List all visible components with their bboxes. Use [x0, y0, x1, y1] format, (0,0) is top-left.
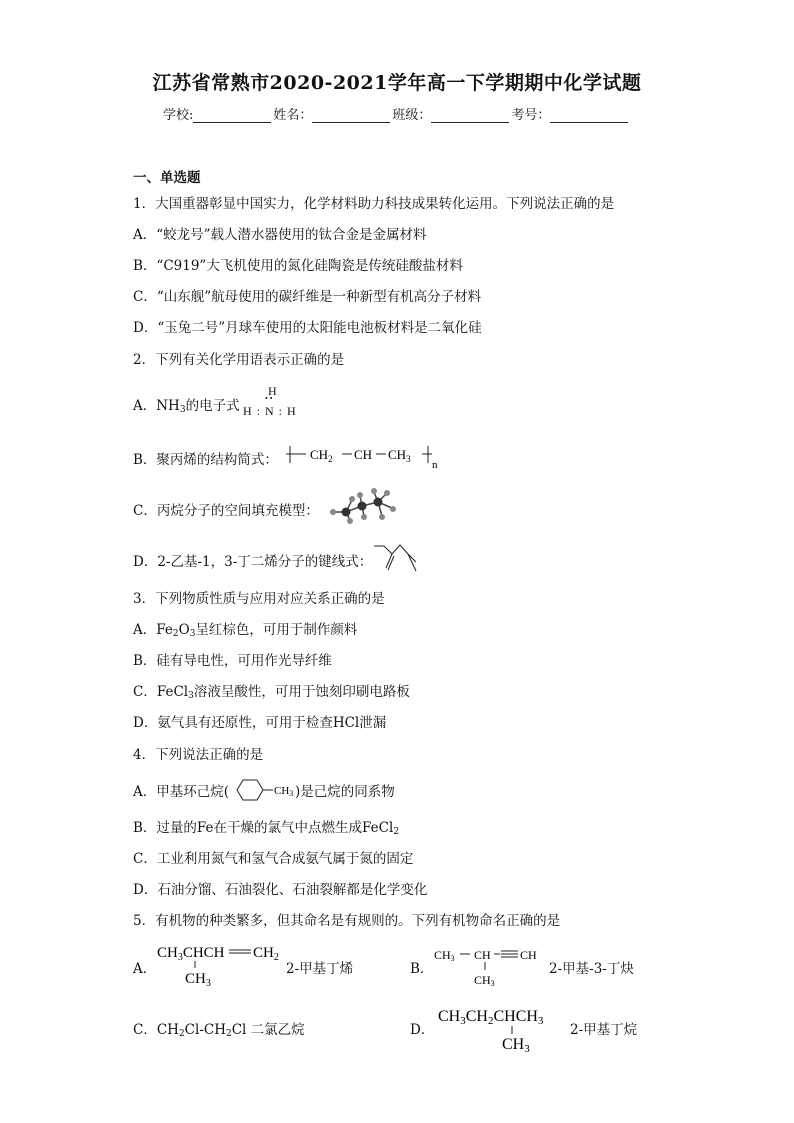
b-branch: CH3 [474, 973, 495, 988]
q4-a-text-post: )是己烷的同系物 [295, 784, 395, 800]
name-blank [312, 108, 390, 123]
q5-option-b-formula [434, 944, 552, 992]
q3-option-a [133, 618, 357, 639]
q2-option-c: C．丙烷分子的空间填充模型： [133, 503, 319, 519]
d-main-chain: CH3CH2CHCH3 [438, 1008, 544, 1027]
ethylbutadiene-skeletal-formula [372, 543, 418, 577]
school-blank [193, 108, 271, 123]
q5-option-c [133, 1018, 305, 1039]
section-heading: 一、单选题 [133, 170, 201, 186]
q1-stem: 1．大国重器彰显中国实力，化学材料助力科技成果转化运用。下列说法正确的是 [133, 196, 615, 212]
q5-c-mid: Cl-CH [184, 1022, 226, 1038]
student-info-line [163, 104, 630, 123]
q3-option-d: D．氨气具有还原性，可用于检查HCl泄漏 [133, 715, 387, 731]
page-title: 江苏省常熟市2020-2021学年高一下学期期中化学试题 [152, 72, 642, 94]
q3-c-fecl: C．FeCl [133, 684, 189, 700]
propane-model-image [326, 486, 400, 526]
q5-option-d-name: 2-甲基丁烷 [570, 1022, 638, 1038]
poly-n: n [432, 459, 438, 471]
q5-option-d-label: D． [410, 1022, 435, 1038]
polypropylene-formula [286, 443, 446, 473]
q3-option-c [133, 680, 410, 701]
q2-option-a [133, 394, 240, 415]
q2-option-b: B．聚丙烯的结构简式： [133, 452, 278, 468]
q5-option-d-formula [436, 1002, 566, 1058]
methyl-group: CH3 [274, 785, 294, 798]
q4-option-c: C．工业利用氮气和氢气合成氨气属于氮的固定 [133, 851, 414, 867]
poly-ch: CH [354, 447, 373, 462]
methylcyclohexane-structure [229, 779, 295, 799]
q5-option-a-formula [155, 941, 290, 993]
q1-option-b: B．“C919”大飞机使用的氮化硅陶瓷是传统硅酸盐材料 [133, 258, 463, 274]
q3-a-sub1: 2 [172, 629, 179, 639]
nh3-middle: H : N : H [243, 404, 297, 418]
q4-a-text: A．甲基环己烷( [133, 784, 230, 800]
school-label: 学校: [163, 108, 194, 123]
q2-a-sub: 3 [179, 405, 186, 415]
q1-option-c: C．“山东舰”航母使用的碳纤维是一种新型有机高分子材料 [133, 289, 482, 305]
poly-ch3: $CH_3$ [388, 447, 411, 464]
q3-c-text: 溶液呈酸性，可用于蚀刻印刷电路板 [193, 684, 410, 700]
q1-option-a: A．“蛟龙号”载人潜水器使用的钛合金是金属材料 [133, 227, 427, 243]
q3-a-text: 呈红棕色，可用于制作颜料 [195, 622, 358, 638]
q2-a-text: A．NH [133, 398, 180, 414]
cyclohexane-ring [229, 779, 295, 801]
q4-option-d: D．石油分馏、石油裂化、石油裂解都是化学变化 [133, 882, 428, 898]
a-main-chain: $CH_3CHCH$ [157, 945, 225, 963]
nh3-electron-formula [243, 384, 307, 420]
methylbutene-structure [155, 941, 290, 989]
q2-option-d: D．2-乙基-1，3-丁二烯分子的键线式： [133, 554, 373, 570]
q5-c-sub2: 2 [225, 1029, 232, 1039]
a-ch2: $CH_2$ [253, 945, 279, 963]
name-label: 姓名： [273, 108, 313, 123]
q3-option-b: B．硅有导电性，可用作光导纤维 [133, 653, 332, 669]
methylbutane-structure [436, 1002, 566, 1054]
q1-option-d: D．“玉兔二号”月球车使用的太阳能电池板材料是二氧化硅 [133, 320, 482, 336]
q5-option-b-name: 2-甲基-3-丁炔 [549, 961, 634, 977]
q3-a-o: O [178, 622, 190, 638]
methylbutyne-structure [434, 944, 552, 988]
a-branch: $CH_3$ [185, 971, 211, 989]
b-ch: CH [474, 948, 491, 962]
exam-no-blank [550, 108, 628, 123]
q5-option-b-label: B． [410, 961, 434, 977]
exam-no-label: 考号： [511, 108, 551, 123]
q3-c-sub: 3 [188, 691, 194, 701]
q2-a-text-post: 的电子式 [185, 398, 240, 414]
b-ch3: CH3 [434, 948, 455, 963]
q5-option-a-label: A． [133, 961, 157, 977]
q2-stem: 2．下列有关化学用语表示正确的是 [133, 352, 345, 368]
q5-c-post: Cl 二氯乙烷 [231, 1022, 305, 1038]
q5-stem: 5．有机物的种类繁多，但其命名是有规则的。下列有机物命名正确的是 [133, 913, 561, 929]
q4-b-sub: 2 [393, 827, 400, 837]
q4-option-b [133, 816, 399, 837]
q3-a-fe: A．Fe [133, 622, 173, 638]
q3-a-sub2: 3 [189, 629, 196, 639]
q4-stem: 4．下列说法正确的是 [133, 747, 264, 763]
polypropylene-structure [286, 443, 446, 473]
q4-option-a [133, 779, 395, 800]
q3-stem: 3．下列物质性质与应用对应关系正确的是 [133, 591, 385, 607]
q5-c-sub1: 2 [178, 1029, 185, 1039]
d-branch: CH3 [502, 1036, 530, 1054]
q4-b-text: B．过量的Fe在干燥的氯气中点燃生成FeCl [133, 820, 394, 836]
skeletal-formula-image [372, 543, 418, 573]
nh3-dots: • • [265, 394, 273, 403]
q5-option-a-name: 2-甲基丁烯 [286, 961, 354, 977]
poly-ch2: $CH_2$ [310, 447, 333, 464]
b-ch-end: CH [520, 948, 537, 962]
q5-c-text: C．CH [133, 1022, 179, 1038]
nh3-top-h: H [268, 384, 277, 398]
class-blank [431, 108, 509, 123]
propane-space-filling-model [326, 486, 400, 530]
class-label: 班级： [392, 108, 432, 123]
